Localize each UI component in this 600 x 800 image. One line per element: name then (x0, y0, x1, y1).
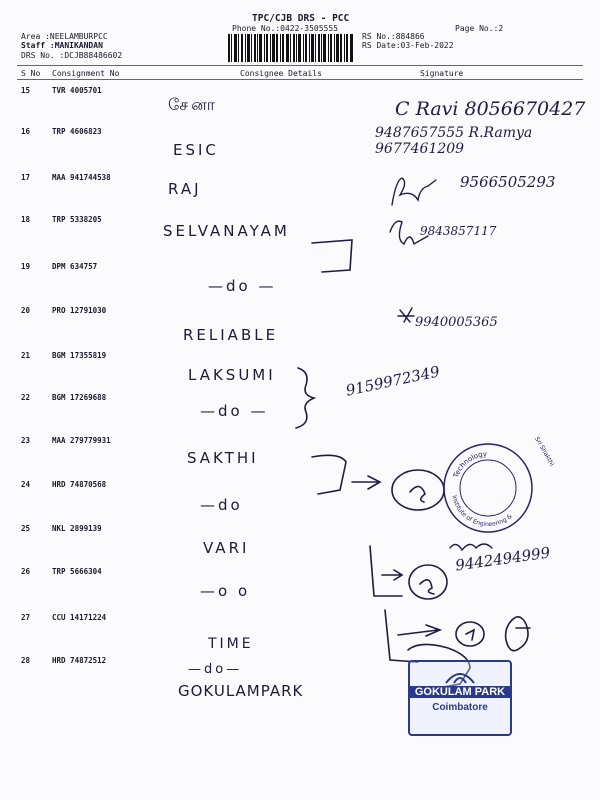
row-sno: 28 (21, 656, 31, 665)
scrawl-row-18 (390, 221, 428, 244)
signature-row-20: 9940005365 (415, 315, 498, 330)
row-consignment-no: HRD 74870568 (52, 480, 107, 489)
row-consignee: —do — (200, 402, 269, 420)
row-consignment-no: TRP 5666304 (52, 567, 102, 576)
signature-row-15: C Ravi 8056670427 (395, 98, 586, 120)
row-consignment-no: MAA 941744538 (52, 173, 111, 182)
row-consignment-no: NKL 2899139 (52, 524, 102, 533)
seal-text-bottom: Institute of Engineering & (450, 494, 514, 529)
row-consignment-no: TRP 4606823 (52, 127, 102, 136)
row-sno: 23 (21, 436, 31, 445)
gokulam-handwritten: GOKULAMPARK (178, 682, 304, 700)
col-sno: S No (21, 69, 41, 78)
col-consignee: Consignee Details (240, 69, 322, 78)
row-sno: 16 (21, 127, 31, 136)
row-consignee: SELVANAYAM (163, 222, 290, 240)
row-sno: 19 (21, 262, 31, 271)
row-consignee: ESIC (173, 141, 219, 159)
signature-row-17: 9566505293 (460, 173, 556, 191)
seal-text-outer: Sri Shakthi (533, 435, 556, 468)
scrawl-row-17 (392, 178, 436, 205)
row-sno: 22 (21, 393, 31, 402)
row-consignment-no: TRP 5338205 (52, 215, 102, 224)
row-consignment-no: DPM 634757 (52, 262, 98, 271)
col-consignment: Consignment No (52, 69, 120, 78)
document-title: TPC/CJB DRS - PCC (252, 13, 350, 24)
row-sno: 18 (21, 215, 31, 224)
row-consignee: SAKTHI (187, 449, 259, 467)
row-consignee: —do — (208, 277, 277, 295)
row-consignee: RELIABLE (183, 326, 279, 344)
row-sno: 21 (21, 351, 31, 360)
scrawl-row-20 (398, 308, 414, 322)
row-consignee: RAJ (168, 180, 202, 198)
page-number: Page No.:2 (455, 24, 504, 33)
col-signature: Signature (420, 69, 464, 78)
row-consignee: —do (200, 496, 243, 514)
rs-number: RS No.:884866 (362, 32, 425, 41)
signature-row-26: 9442494999 (454, 543, 552, 575)
gokulam-stamp-name: GOKULAM PARK (410, 686, 510, 698)
svg-text:Technology (452, 450, 488, 480)
row-sno: 26 (21, 567, 31, 576)
row-consignment-no: PRO 12791030 (52, 306, 107, 315)
row-consignment-no: BGM 17355819 (52, 351, 107, 360)
area-label: Area :NEELAMBURPCC (21, 32, 108, 41)
row-sno: 25 (21, 524, 31, 533)
gokulam-logo-icon (444, 665, 476, 685)
row-sno: 24 (21, 480, 31, 489)
row-consignee: சேனா (168, 95, 219, 114)
row-consignment-no: MAA 279779931 (52, 436, 111, 445)
signature-row-16: 9487657555 R.Ramya 9677461209 (375, 125, 533, 157)
rs-date: RS Date:03-Feb-2022 (362, 41, 454, 50)
scrawl-row-25 (450, 544, 492, 550)
row-consignee: TIME (208, 636, 254, 652)
staff-label: Staff :MANIKANDAN (21, 41, 103, 50)
row-consignment-no: BGM 17269688 (52, 393, 107, 402)
row-consignment-no: CCU 14171224 (52, 613, 107, 622)
signature-row-21: 9159972349 (344, 362, 442, 400)
signature-row-18: 9843857117 (420, 224, 497, 238)
drs-number: DRS No. :DCJB88486602 (21, 51, 123, 60)
seal-text-top: Technology (451, 449, 488, 479)
gokulam-stamp (408, 660, 512, 736)
row-consignee: VARI (203, 539, 250, 557)
phone-number: Phone No.:0422-3505555 (232, 24, 338, 33)
row-sno: 15 (21, 86, 31, 95)
row-consignment-no: TVR 4005701 (52, 86, 102, 95)
row-consignment-no: HRD 74872512 (52, 656, 107, 665)
institute-seal (438, 438, 538, 538)
row-sno: 17 (21, 173, 31, 182)
row-sno: 27 (21, 613, 31, 622)
gokulam-stamp-city: Coimbatore (432, 702, 488, 713)
row-consignee: LAKSUMI (188, 366, 276, 384)
row-consignee: —o o (200, 582, 251, 600)
row-consignee: —do— (188, 662, 243, 677)
row-sno: 20 (21, 306, 31, 315)
